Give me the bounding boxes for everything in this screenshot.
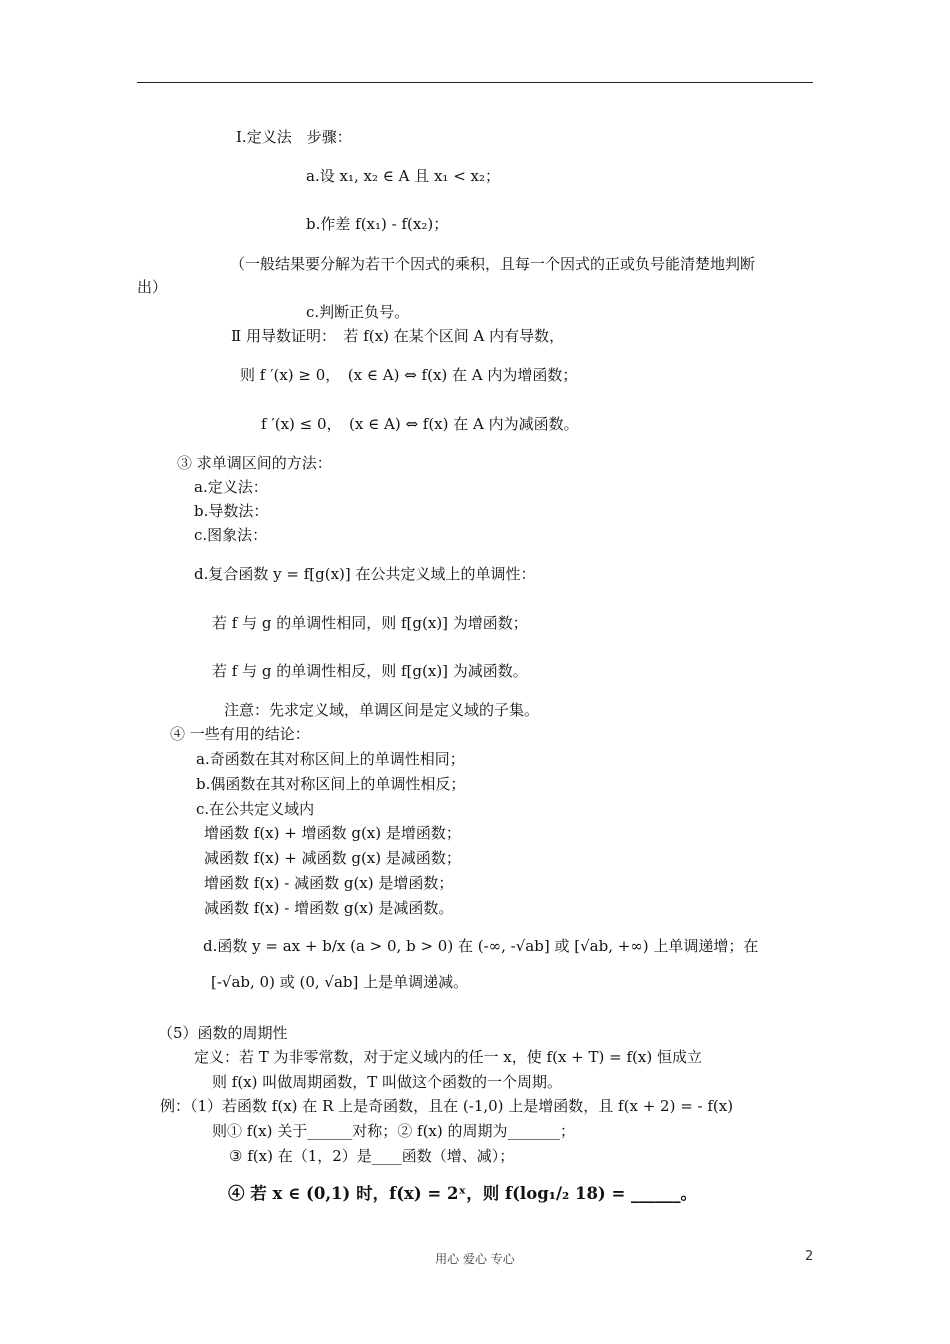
line-method-c: c.图象法： bbox=[194, 526, 268, 544]
header-rule bbox=[137, 82, 813, 83]
line-example-q1-q2: 则① f(x) 关于______对称；② f(x) 的周期为_______； bbox=[212, 1122, 576, 1140]
line-rule-2: 减函数 f(x) + 减函数 g(x) 是减函数； bbox=[204, 849, 461, 867]
line-conclusion-d-cont: [-√ab, 0) 或 (0, √ab] 上是单调递减。 bbox=[211, 973, 469, 991]
line-step-a: a.设 x₁, x₂ ∈ A 且 x₁ < x₂； bbox=[306, 167, 501, 185]
line-definition-method: Ⅰ.定义法 步骤： bbox=[236, 128, 352, 146]
line-useful-conclusions: ④ 一些有用的结论： bbox=[170, 725, 310, 743]
line-conclusion-d: d.函数 y = ax + b/x (a > 0, b > 0) 在 (-∞, -√ab] 或 [√ab, +∞) 上单调递增；在 bbox=[203, 937, 759, 955]
line-note-end: 出） bbox=[137, 278, 168, 296]
line-conclusion-c: c.在公共定义域内 bbox=[196, 800, 315, 818]
line-method-b: b.导数法： bbox=[194, 502, 269, 520]
line-example-q4: ④ 若 x ∈ (0,1) 时，f(x) = 2ˣ，则 f(log₁/₂ 18) = ______。 bbox=[228, 1184, 698, 1203]
line-example-q3: ③ f(x) 在（1，2）是____函数（增、减）； bbox=[229, 1147, 515, 1165]
line-method-d: d.复合函数 y = f[g(x)] 在公共定义域上的单调性： bbox=[194, 565, 536, 583]
line-period-definition: 定义：若 T 为非零常数，对于定义域内的任一 x，使 f(x + T) = f(x) 恒成立 bbox=[194, 1048, 702, 1066]
line-period-definition-cont: 则 f(x) 叫做周期函数，T 叫做这个函数的一个周期。 bbox=[212, 1073, 563, 1091]
line-rule-1: 增函数 f(x) + 增函数 g(x) 是增函数； bbox=[204, 824, 461, 842]
footer-text: 用心 爱心 专心 bbox=[435, 1252, 515, 1266]
line-opposite-monotonic: 若 f 与 g 的单调性相反，则 f[g(x)] 为减函数。 bbox=[212, 662, 528, 680]
line-rule-3: 增函数 f(x) - 减函数 g(x) 是增函数； bbox=[204, 874, 454, 892]
line-example: 例：（1）若函数 f(x) 在 R 上是奇函数，且在 (-1,0) 上是增函数，且 f(x + 2) = - f(x) bbox=[160, 1097, 734, 1115]
line-method-a: a.定义法： bbox=[194, 478, 268, 496]
line-conclusion-a: a.奇函数在其对称区间上的单调性相同； bbox=[196, 750, 465, 768]
line-increasing: 则 f ′(x) ≥ 0， (x ∈ A) ⇔ f(x) 在 A 内为增函数； bbox=[240, 366, 578, 384]
line-same-monotonic: 若 f 与 g 的单调性相同，则 f[g(x)] 为增函数； bbox=[212, 614, 528, 632]
line-derivative-proof: Ⅱ 用导数证明： 若 f(x) 在某个区间 A 内有导数， bbox=[231, 327, 565, 345]
line-rule-4: 减函数 f(x) - 增函数 g(x) 是减函数。 bbox=[204, 899, 454, 917]
line-interval-methods: ③ 求单调区间的方法： bbox=[177, 454, 332, 472]
line-decreasing: f ′(x) ≤ 0， (x ∈ A) ⇔ f(x) 在 A 内为减函数。 bbox=[261, 415, 579, 433]
line-conclusion-b: b.偶函数在其对称区间上的单调性相反； bbox=[196, 775, 466, 793]
line-periodicity-heading: （5）函数的周期性 bbox=[158, 1024, 288, 1042]
line-note: （一般结果要分解为若干个因式的乘积，且每一个因式的正或负号能清楚地判断 bbox=[230, 255, 756, 273]
line-step-b: b.作差 f(x₁) - f(x₂)； bbox=[306, 215, 449, 233]
line-attention: 注意：先求定义域，单调区间是定义域的子集。 bbox=[224, 701, 540, 719]
page-number: 2 bbox=[805, 1249, 814, 1264]
line-step-c: c.判断正负号。 bbox=[306, 303, 410, 321]
